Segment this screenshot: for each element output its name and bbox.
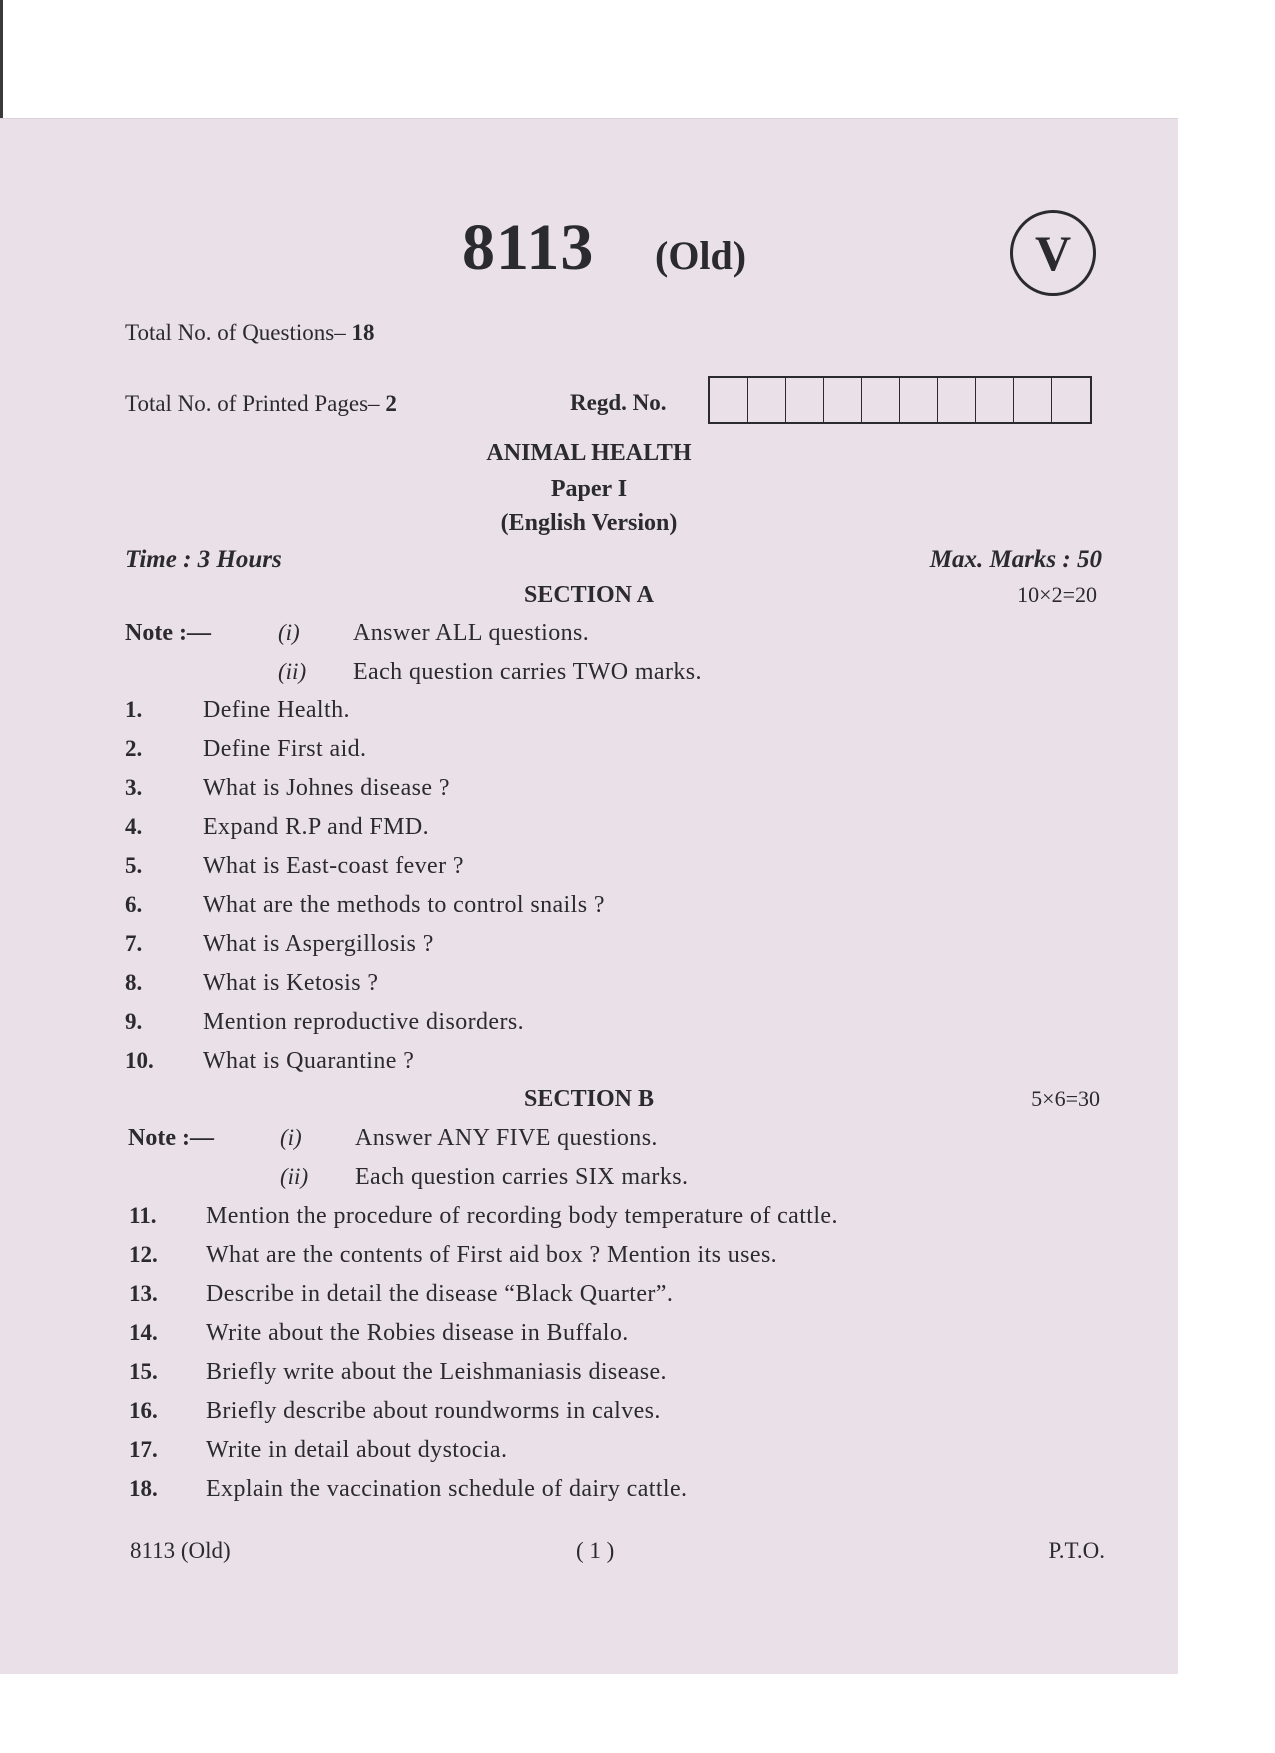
question-text: Explain the vaccination schedule of dairy cattle. bbox=[206, 1476, 688, 1502]
question-text: What are the contents of First aid box ? Mention its uses. bbox=[206, 1242, 778, 1268]
regd-number-box bbox=[824, 378, 862, 422]
section-a-marks: 10×2=20 bbox=[1017, 582, 1097, 607]
question-text: Mention reproductive disorders. bbox=[203, 1009, 524, 1035]
question-number: 10. bbox=[125, 1048, 154, 1073]
question-text: What is Ketosis ? bbox=[203, 970, 379, 996]
question-text: Define Health. bbox=[203, 697, 350, 723]
question-text: What is East-coast fever ? bbox=[203, 853, 464, 879]
max-marks: Max. Marks : 50 bbox=[929, 546, 1102, 573]
page-number: ( 1 ) bbox=[576, 1538, 615, 1563]
section-b-note-label: Note :— bbox=[128, 1125, 214, 1151]
question-number: 3. bbox=[125, 775, 143, 800]
question-number: 17. bbox=[129, 1437, 158, 1462]
total-questions bbox=[125, 320, 374, 346]
regd-number-box bbox=[710, 378, 748, 422]
total-pages-value: 2 bbox=[385, 391, 397, 416]
version-badge bbox=[1010, 210, 1096, 296]
section-b-note-num: (i) bbox=[280, 1125, 302, 1150]
regd-number-boxes bbox=[708, 376, 1092, 424]
total-questions-label: Total No. of Questions– bbox=[125, 320, 346, 345]
scan-edge-line bbox=[0, 0, 3, 122]
question-text: Expand R.P and FMD. bbox=[203, 814, 430, 840]
regd-number-box bbox=[1052, 378, 1090, 422]
question-number: 2. bbox=[125, 736, 143, 761]
total-pages-label: Total No. of Printed Pages– bbox=[125, 391, 380, 416]
question-text: Briefly describe about roundworms in calves. bbox=[206, 1398, 661, 1424]
section-b-note-num: (ii) bbox=[280, 1164, 309, 1189]
time-allowed: Time : 3 Hours bbox=[125, 546, 282, 573]
section-a-note-num: (i) bbox=[278, 620, 300, 645]
section-a-title: SECTION A bbox=[523, 582, 655, 608]
question-text: Mention the procedure of recording body temperature of cattle. bbox=[206, 1203, 838, 1229]
subject-title: ANIMAL HEALTH bbox=[486, 440, 692, 466]
question-text: What are the methods to control snails ? bbox=[203, 892, 605, 918]
total-questions-value: 18 bbox=[351, 320, 375, 345]
pto-label: P.T.O. bbox=[1048, 1538, 1105, 1563]
section-a-note-num: (ii) bbox=[278, 659, 307, 684]
version-badge-letter: V bbox=[1034, 225, 1072, 281]
question-number: 18. bbox=[129, 1476, 158, 1501]
question-text: Define First aid. bbox=[203, 736, 367, 762]
question-number: 9. bbox=[125, 1009, 143, 1034]
footer-paper-code: 8113 (Old) bbox=[130, 1538, 231, 1563]
question-number: 16. bbox=[129, 1398, 158, 1423]
section-a-note-label: Note :— bbox=[125, 620, 211, 646]
question-text: Briefly write about the Leishmaniasis disease. bbox=[206, 1359, 667, 1385]
regd-number-box bbox=[786, 378, 824, 422]
question-number: 12. bbox=[129, 1242, 158, 1267]
section-b-title: SECTION B bbox=[523, 1086, 655, 1112]
section-b-note-text: Each question carries SIX marks. bbox=[355, 1164, 689, 1190]
paper-code: 8113 bbox=[462, 211, 595, 284]
regd-label: Regd. No. bbox=[570, 390, 667, 415]
section-a-note-text: Each question carries TWO marks. bbox=[353, 659, 702, 685]
regd-number-box bbox=[1014, 378, 1052, 422]
question-text: What is Johnes disease ? bbox=[203, 775, 450, 801]
question-number: 14. bbox=[129, 1320, 158, 1345]
question-text: Write in detail about dystocia. bbox=[206, 1437, 508, 1463]
question-number: 1. bbox=[125, 697, 143, 722]
paper-code-tag: (Old) bbox=[655, 233, 747, 278]
question-number: 7. bbox=[125, 931, 143, 956]
regd-number-box bbox=[748, 378, 786, 422]
question-text: What is Quarantine ? bbox=[203, 1048, 415, 1074]
question-text: Describe in detail the disease “Black Quarter”. bbox=[206, 1281, 674, 1307]
question-number: 4. bbox=[125, 814, 143, 839]
question-number: 13. bbox=[129, 1281, 158, 1306]
section-b-marks: 5×6=30 bbox=[1031, 1086, 1100, 1111]
question-number: 6. bbox=[125, 892, 143, 917]
total-pages bbox=[125, 391, 397, 417]
question-number: 5. bbox=[125, 853, 143, 878]
question-text: What is Aspergillosis ? bbox=[203, 931, 434, 957]
regd-number-box bbox=[900, 378, 938, 422]
paper-number: Paper I bbox=[550, 476, 628, 502]
regd-number-box bbox=[938, 378, 976, 422]
question-number: 15. bbox=[129, 1359, 158, 1384]
question-number: 8. bbox=[125, 970, 143, 995]
regd-number-box bbox=[862, 378, 900, 422]
regd-number-box bbox=[976, 378, 1014, 422]
section-a-note-text: Answer ALL questions. bbox=[353, 620, 590, 646]
question-number: 11. bbox=[129, 1203, 157, 1228]
section-b-note-text: Answer ANY FIVE questions. bbox=[355, 1125, 658, 1151]
question-text: Write about the Robies disease in Buffalo. bbox=[206, 1320, 629, 1346]
version-title: (English Version) bbox=[500, 510, 678, 536]
